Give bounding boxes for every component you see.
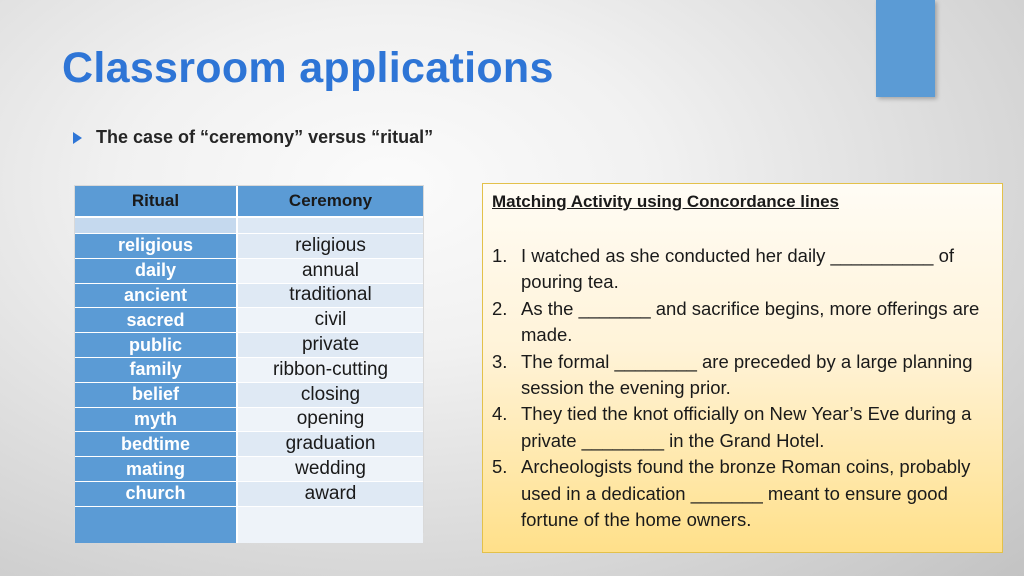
list-item bbox=[492, 454, 992, 533]
word-table bbox=[74, 185, 424, 533]
item-text: They tied the knot officially on New Year’s Eve during a private ________ in the Grand Hotel. bbox=[521, 403, 972, 451]
header-ritual: Ritual bbox=[75, 186, 238, 216]
ceremony-cell: traditional bbox=[238, 284, 423, 308]
ritual-cell: mating bbox=[75, 457, 238, 481]
ceremony-cell: opening bbox=[238, 408, 423, 432]
list-item bbox=[492, 401, 992, 454]
ritual-cell: ancient bbox=[75, 284, 238, 308]
item-text: I watched as she conducted her daily __________ of pouring tea. bbox=[521, 245, 955, 293]
ritual-cell: myth bbox=[75, 408, 238, 432]
table-row bbox=[75, 357, 423, 382]
ceremony-cell: wedding bbox=[238, 457, 423, 481]
matching-activity-box bbox=[482, 183, 1003, 553]
ritual-cell: sacred bbox=[75, 308, 238, 332]
ritual-cell: bedtime bbox=[75, 432, 238, 456]
table-header bbox=[75, 186, 423, 216]
item-number: 5. bbox=[492, 456, 508, 478]
table-row bbox=[75, 407, 423, 432]
item-number: 2. bbox=[492, 297, 508, 319]
table-row bbox=[75, 283, 423, 308]
ritual-cell: daily bbox=[75, 259, 238, 283]
table-row bbox=[75, 456, 423, 481]
table-row bbox=[75, 382, 423, 407]
accent-bar bbox=[876, 0, 935, 97]
bullet-text: The case of “ceremony” versus “ritual” bbox=[96, 127, 434, 147]
ceremony-cell: religious bbox=[238, 234, 423, 258]
ceremony-cell: closing bbox=[238, 383, 423, 407]
activity-list bbox=[492, 243, 992, 533]
bullet-triangle-icon bbox=[73, 132, 82, 144]
bullet-point bbox=[73, 127, 433, 148]
table-filler-row bbox=[75, 506, 423, 543]
ritual-cell: belief bbox=[75, 383, 238, 407]
list-item bbox=[492, 349, 992, 402]
list-item bbox=[492, 243, 992, 296]
table-row bbox=[75, 431, 423, 456]
item-number: 1. bbox=[492, 245, 508, 266]
table-row bbox=[75, 258, 423, 283]
ritual-cell: religious bbox=[75, 234, 238, 258]
activity-heading: Matching Activity using Concordance lines bbox=[492, 192, 839, 211]
item-text: As the _______ and sacrifice begins, more offerings are made. bbox=[521, 297, 980, 346]
header-ceremony: Ceremony bbox=[288, 191, 373, 210]
ceremony-cell: private bbox=[238, 333, 423, 357]
table-row bbox=[75, 233, 423, 258]
ceremony-cell: graduation bbox=[238, 432, 423, 456]
ceremony-cell: annual bbox=[238, 259, 423, 283]
item-text: Archeologists found the bronze Roman coins, probably used in a dedication _______ meant to ensure good fortune of the home owners. bbox=[521, 456, 971, 531]
table-row bbox=[75, 481, 423, 506]
ritual-cell: family bbox=[75, 358, 238, 382]
ceremony-cell: award bbox=[238, 482, 423, 506]
ritual-cell: church bbox=[75, 482, 238, 506]
table-row bbox=[75, 332, 423, 357]
list-item bbox=[492, 296, 992, 349]
slide-title: Classroom applications bbox=[62, 44, 554, 92]
ceremony-cell: ribbon-cutting bbox=[238, 358, 423, 382]
table-spacer-row bbox=[75, 216, 423, 233]
ceremony-cell: civil bbox=[238, 308, 423, 332]
table-body bbox=[75, 233, 423, 506]
item-number: 4. bbox=[492, 403, 508, 425]
ritual-cell: public bbox=[75, 333, 238, 357]
item-number: 3. bbox=[492, 350, 508, 372]
item-text: The formal ________ are preceded by a large planning session the evening prior. bbox=[521, 350, 973, 399]
table-row bbox=[75, 307, 423, 332]
